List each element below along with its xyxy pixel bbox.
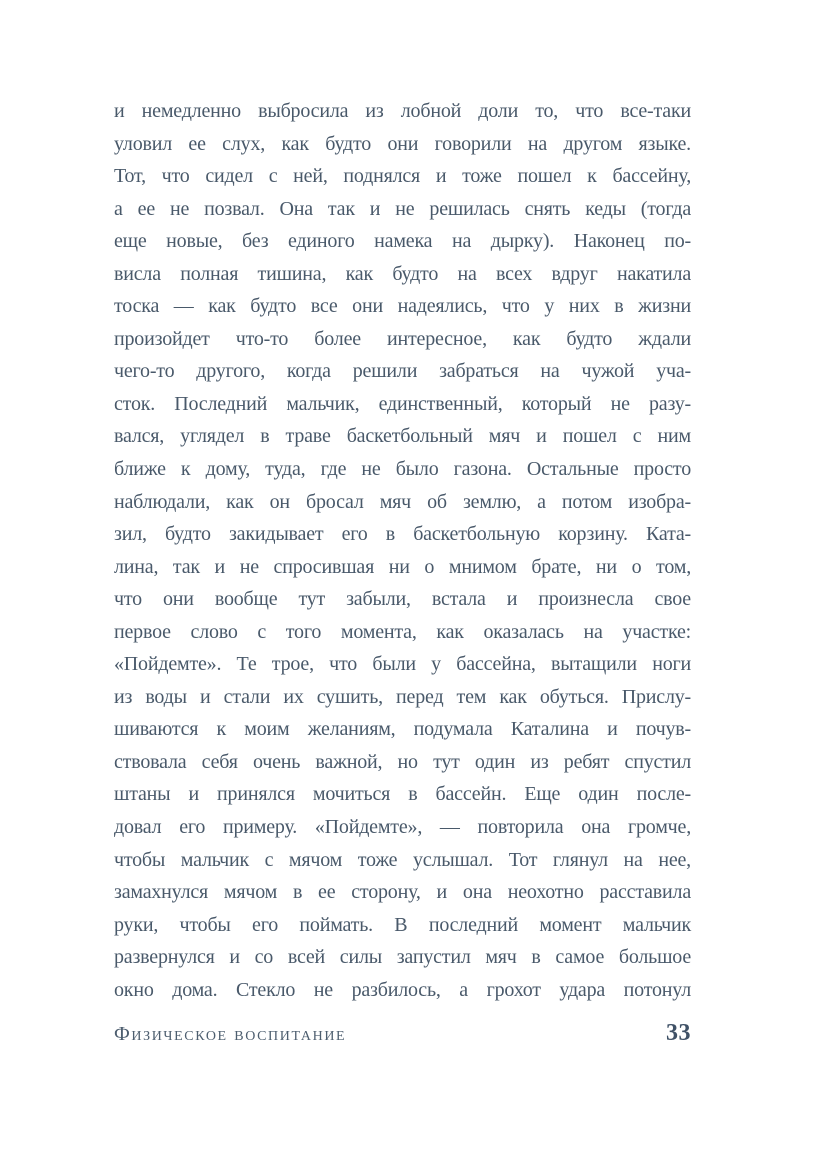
text-line: ближе к дому, туда, где не было газона. Остальные просто — [114, 458, 691, 481]
text-line: что они вообще тут забыли, встала и произнесла свое — [114, 588, 691, 611]
text-line: довал его примеру. «Пойдемте», — повторила она громче, — [114, 816, 691, 839]
text-line: шиваются к моим желаниям, подумала Каталина и почув- — [114, 718, 691, 741]
text-line: штаны и принялся мочиться в бассейн. Еще один после- — [114, 783, 691, 806]
page-number: 33 — [666, 1020, 691, 1046]
body-text — [114, 95, 691, 1006]
text-line: чего-то другого, когда решили забраться на чужой уча- — [114, 360, 691, 383]
text-line: из воды и стали их сушить, перед тем как обуться. Прислу- — [114, 685, 691, 708]
page-footer — [114, 1020, 691, 1052]
text-line: развернулся и со всей силы запустил мяч в самое большое — [114, 946, 691, 969]
text-line: тоска — как будто все они надеялись, что у них в жизни — [114, 295, 691, 318]
text-line: висла полная тишина, как будто на всех вдруг накатила — [114, 262, 691, 285]
text-line: зил, будто закидывает его в баскетбольную корзину. Ката- — [114, 523, 691, 546]
text-line: руки, чтобы его поймать. В последний момент мальчик — [114, 913, 691, 936]
text-line: «Пойдемте». Те трое, что были у бассейна, вытащили ноги — [114, 653, 691, 676]
text-line: произойдет что-то более интересное, как будто ждали — [114, 327, 691, 350]
text-line: уловил ее слух, как будто они говорили на другом языке. — [114, 132, 691, 155]
text-line: и немедленно выбросила из лобной доли то, что все-таки — [114, 100, 691, 122]
text-line: Тот, что сидел с ней, поднялся и тоже пошел к бассейну, — [114, 165, 691, 188]
text-line: чтобы мальчик с мячом тоже услышал. Тот глянул на нее, — [114, 848, 691, 871]
text-line: ствовала себя очень важной, но тут один из ребят спустил — [114, 750, 691, 773]
text-line: еще новые, без единого намека на дырку). Наконец по- — [114, 230, 691, 253]
text-line: первое слово с того момента, как оказалась на участке: — [114, 620, 691, 643]
text-line: а ее не позвал. Она так и не решилась снять кеды (тогда — [114, 197, 691, 220]
text-line: сток. Последний мальчик, единственный, который не разу- — [114, 392, 691, 415]
text-line: наблюдали, как он бросал мяч об землю, а потом изобра- — [114, 490, 691, 513]
text-line: лина, так и не спросившая ни о мнимом брате, ни о том, — [114, 555, 691, 578]
text-line: вался, углядел в траве баскетбольный мяч и пошел с ним — [114, 425, 691, 448]
text-line: замахнулся мячом в ее сторону, и она неохотно расставила — [114, 881, 691, 904]
text-line: окно дома. Стекло не разбилось, а грохот удара потонул — [114, 978, 691, 1001]
running-title: Физическое воспитание — [114, 1023, 347, 1045]
